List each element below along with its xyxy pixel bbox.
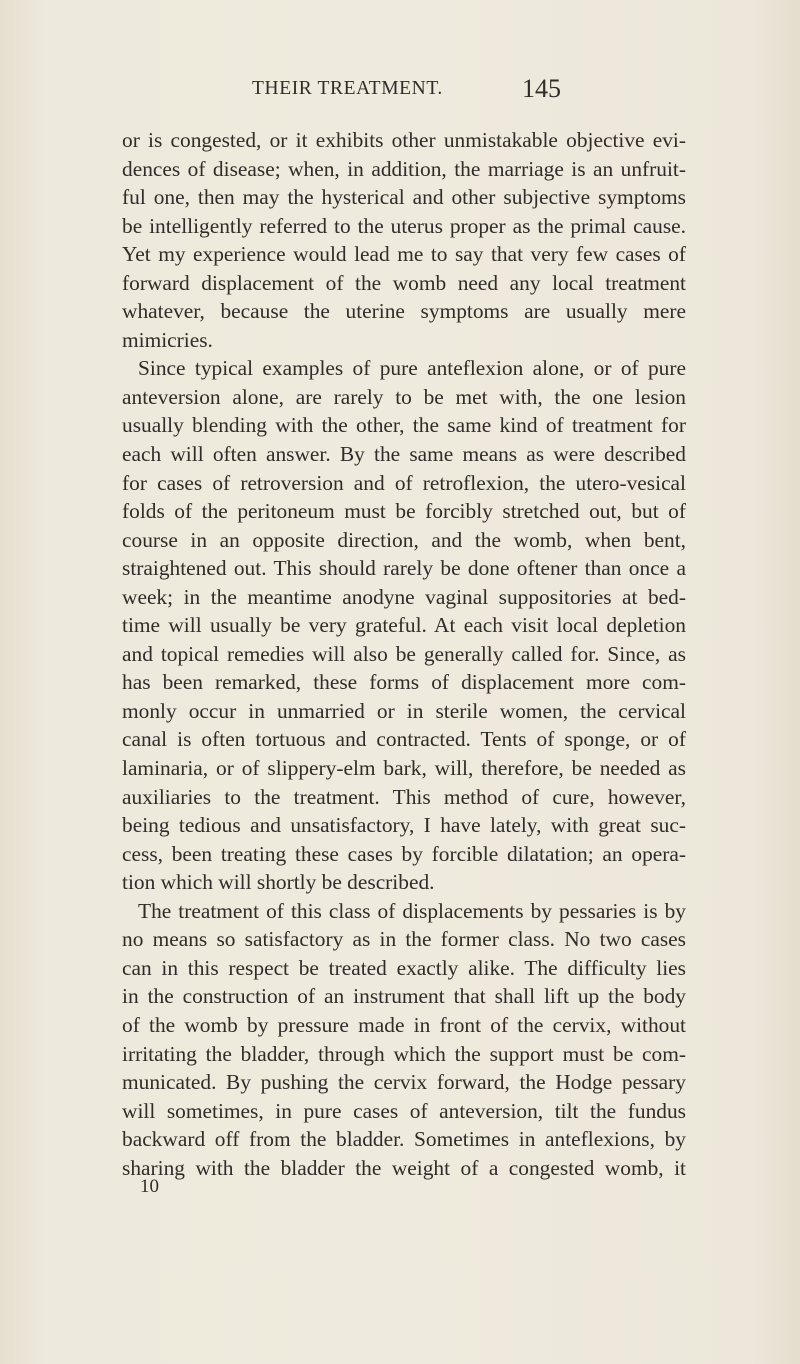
text-line: auxiliaries to the treatment. This method of cure, however, (122, 784, 686, 809)
text-line: in the construction of an instrument that shall lift up the body (122, 984, 686, 1009)
text-line: The treatment of this class of displacements by pessaries is by (138, 898, 686, 923)
text-line: Yet my experience would lead me to say that very few cases of (122, 242, 686, 267)
text-line: mimicries. (122, 327, 213, 352)
text-line: tion which will shortly be described. (122, 870, 435, 895)
text-line: has been remarked, these forms of displacement more com- (122, 670, 686, 695)
text-line: be intelligently referred to the uterus proper as the primal cause. (122, 213, 686, 238)
text-line: anteversion alone, are rarely to be met with, the one lesion (122, 384, 686, 409)
page-number: 145 (522, 74, 561, 103)
text-line: irritating the bladder, through which the support must be com- (122, 1041, 686, 1066)
text-line: being tedious and unsatisfactory, I have lately, with great suc- (122, 813, 686, 838)
text-line: Since typical examples of pure anteflexion alone, or of pure (138, 356, 686, 381)
page-header (0, 74, 800, 112)
text-line: backward off from the bladder. Sometimes in anteflexions, by (122, 1127, 686, 1152)
text-line: will sometimes, in pure cases of anteversion, tilt the fundus (122, 1098, 686, 1123)
text-line: or is congested, or it exhibits other unmistakable objective evi- (122, 128, 686, 152)
text-line: dences of disease; when, in addition, the marriage is an unfruit- (122, 156, 686, 181)
text-line: municated. By pushing the cervix forward, the Hodge pessary (122, 1070, 686, 1095)
signature-mark: 10 (140, 1176, 159, 1197)
body-text (122, 126, 686, 1182)
text-line: whatever, because the uterine symptoms are usually mere (122, 299, 686, 324)
text-line: ful one, then may the hysterical and other subjective symptoms (122, 185, 686, 210)
text-line: forward displacement of the womb need any local treatment (122, 270, 686, 295)
text-line: no means so satisfactory as in the former class. No two cases (122, 927, 686, 952)
text-line: straightened out. This should rarely be done oftener than once a (122, 556, 686, 581)
text-line: canal is often tortuous and contracted. Tents of sponge, or of (122, 727, 686, 752)
text-line: for cases of retroversion and of retroflexion, the utero-vesical (122, 470, 686, 495)
text-line: can in this respect be treated exactly alike. The difficulty lies (122, 955, 686, 980)
text-line: and topical remedies will also be generally called for. Since, as (122, 641, 686, 666)
text-line: monly occur in unmarried or in sterile women, the cervical (122, 698, 686, 723)
text-line: laminaria, or of slippery-elm bark, will, therefore, be needed as (122, 756, 686, 781)
text-line: course in an opposite direction, and the womb, when bent, (122, 527, 686, 552)
running-head: THEIR TREATMENT. (252, 78, 443, 99)
text-line: folds of the peritoneum must be forcibly stretched out, but of (122, 499, 686, 524)
text-line: week; in the meantime anodyne vaginal suppositories at bed- (122, 584, 686, 609)
text-line: time will usually be very grateful. At each visit local depletion (122, 613, 686, 638)
text-line: of the womb by pressure made in front of the cervix, without (122, 1012, 686, 1037)
text-line: each will often answer. By the same means as were described (122, 442, 686, 467)
text-line: sharing with the bladder the weight of a congested womb, it (122, 1155, 686, 1180)
text-line: usually blending with the other, the same kind of treatment for (122, 413, 686, 438)
text-line: cess, been treating these cases by forcible dilatation; an opera- (122, 841, 686, 866)
